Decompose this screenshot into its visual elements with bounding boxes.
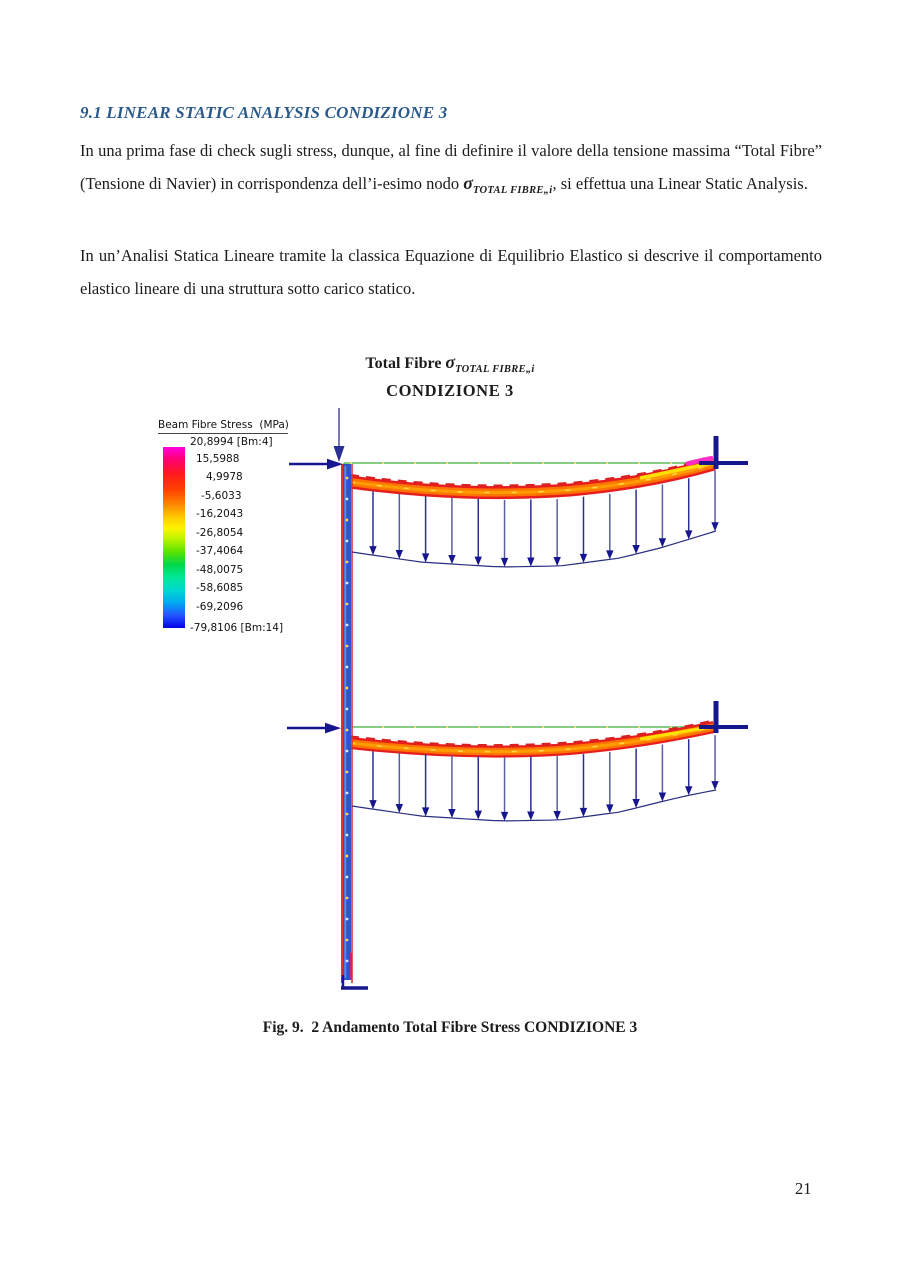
- support-right-beam2: [699, 701, 748, 733]
- distributed-load-arrows: [352, 470, 719, 821]
- horizontal-load-arrow-beam1: [289, 459, 343, 470]
- fem-structure-plot: [280, 400, 760, 1010]
- figure-title: [0, 352, 900, 375]
- legend-title: Beam Fibre Stress (MPa): [158, 419, 288, 434]
- figure-caption: Fig. 9. 2 Andamento Total Fibre Stress CONDIZIONE 3: [262, 1019, 638, 1036]
- legend-entry: -5,6033: [201, 490, 242, 502]
- legend-colorbar: [163, 447, 185, 628]
- legend-entry: -26,8054: [196, 527, 244, 539]
- paragraph-1-text-a: In una prima fase di check sugli stress, dunque, al fine di definire il valore della tensione massima “Total Fibre” (Tensione di Navier) in corrispondenza dell’i-esimo nodo: [80, 141, 822, 193]
- legend-entry: 4,9978: [206, 471, 243, 483]
- figure-title-sigma-subscript: TOTAL FIBRE„i: [455, 364, 535, 375]
- figure-title-sigma: σ: [445, 352, 456, 372]
- legend-entry: -58,6085: [196, 582, 244, 594]
- legend-entry: 15,5988: [196, 453, 240, 465]
- support-right-beam1: [699, 436, 748, 469]
- figure-subtitle: CONDIZIONE 3: [386, 381, 514, 400]
- figure-title-prefix: Total Fibre: [365, 355, 446, 372]
- paragraph-2: In un’Analisi Statica Lineare tramite la classica Equazione di Equilibrio Elastico si descrive il comportamento elastico lineare di una struttura sotto carico statico.: [80, 246, 822, 298]
- page-number: 21: [795, 1179, 812, 1198]
- legend-entry: -16,2043: [196, 508, 244, 520]
- vertical-load-arrow: [334, 408, 345, 462]
- legend-entry: -37,4064: [196, 545, 244, 557]
- sigma-symbol: σ: [463, 173, 473, 193]
- beam-2-deformed: [350, 721, 714, 752]
- paragraph-1: [80, 134, 822, 207]
- legend-entry: 20,8994 [Bm:4]: [190, 436, 273, 448]
- legend-entry: -79,8106 [Bm:14]: [190, 622, 284, 634]
- paragraph-1-text-b: , si effettua una Linear Static Analysis.: [552, 174, 808, 193]
- horizontal-load-arrow-beam2: [287, 723, 341, 734]
- beam-1-deformed: [350, 457, 714, 493]
- legend-entry: -48,0075: [196, 564, 244, 576]
- sigma-subscript: TOTAL FIBRE„i: [472, 185, 553, 196]
- column-deformed: [342, 464, 352, 983]
- section-heading: 9.1 LINEAR STATIC ANALYSIS CONDIZIONE 3: [80, 103, 448, 122]
- legend-entry: -69,2096: [196, 601, 244, 613]
